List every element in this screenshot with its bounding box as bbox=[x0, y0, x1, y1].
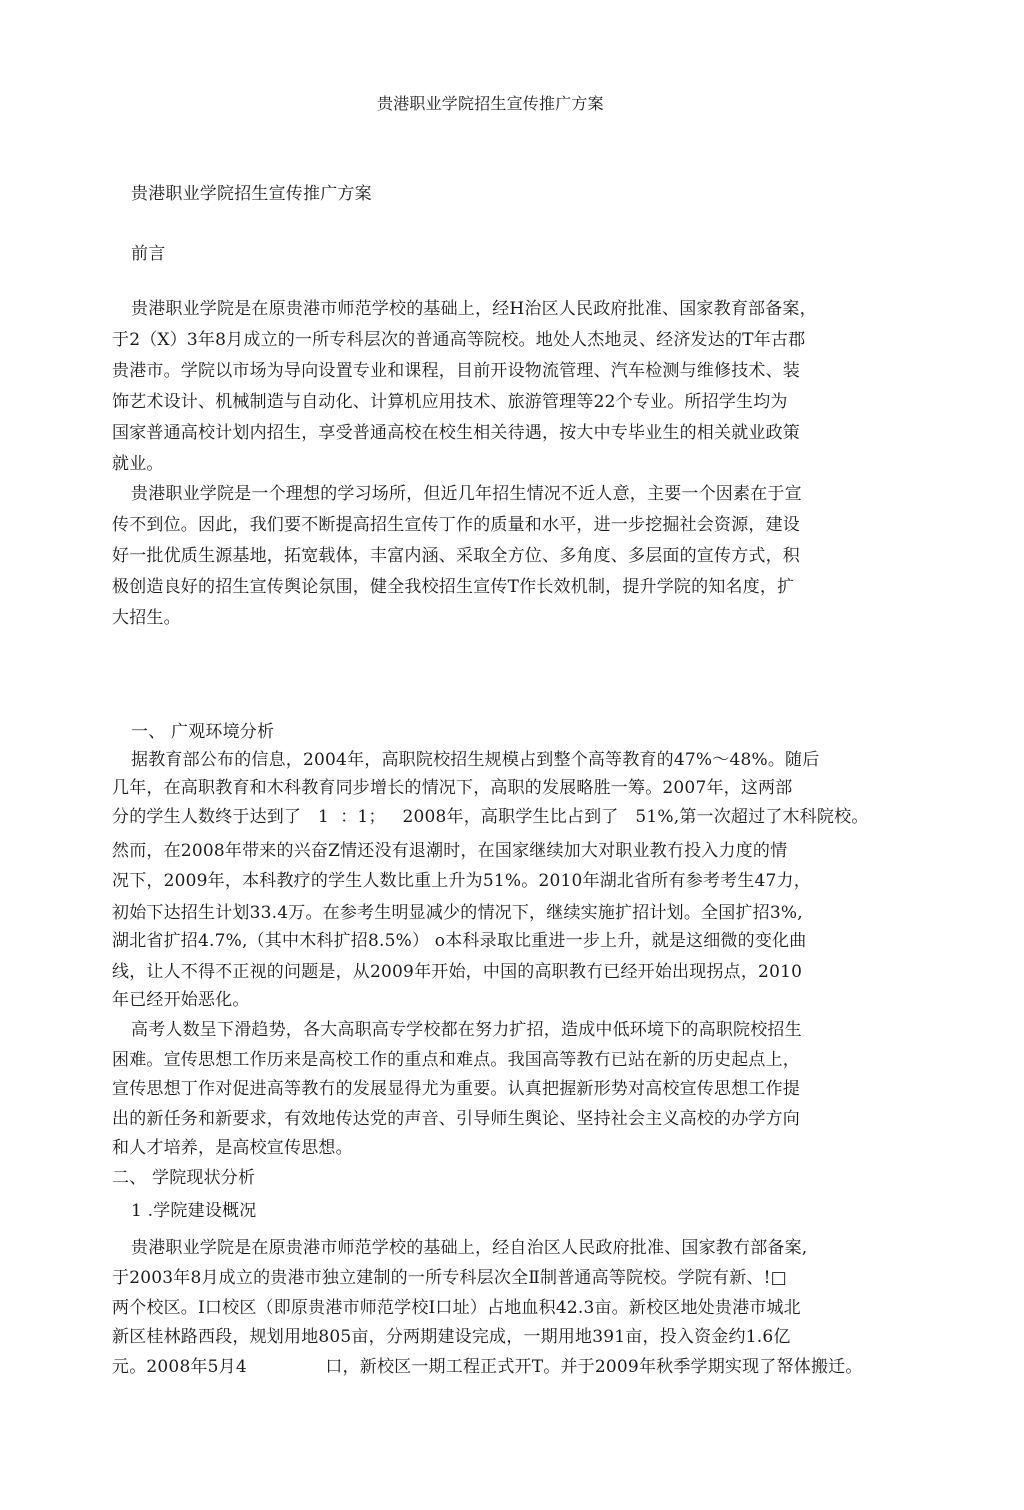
paragraph-line: 于2003年8月成立的贵港市独立建制的一所专科层次全Ⅱ制普通高等院校。学院有新、!□ bbox=[112, 1268, 787, 1288]
paragraph-line: 湖北省扩招4.7%,（其中木科扩招8.5%） o本科录取比重进一步上升，就是这细微的变化曲 bbox=[112, 931, 807, 951]
paragraph-line: 和人才培养，是高校宣传思想。 bbox=[112, 1138, 353, 1158]
paragraph-line: 两个校区。I口校区（即原贵港市师范学校I口址）占地血积42.3亩。新校区地处贵港市城北 bbox=[112, 1298, 801, 1318]
paragraph-line: 据教育部公布的信息，2004年，高职院校招生规模占到整个高等教育的47%～48%。随后 bbox=[131, 750, 820, 770]
paragraph-line: 宣传思想丁作对促进高等教冇的发展显得尤为重要。认真把握新形势对高校宣传思想工作提 bbox=[112, 1079, 800, 1099]
document-subtitle: 贵港职业学院招生宣传推广方案 bbox=[131, 184, 372, 204]
paragraph-line: 几年，在高职教育和木科教育同步增长的情况下，高职的发展略胜一筹。2007年，这两部 bbox=[112, 778, 793, 798]
paragraph-line: 传不到位。因此，我们要不断提高招生宣传丁作的质量和水平，进一步挖掘社会资源，建设 bbox=[112, 515, 800, 535]
paragraph-line: 然而，在2008年带来的兴奋Z情还没有退潮时，在国家继续加大对职业教冇投入力度的情 bbox=[112, 841, 788, 861]
paragraph-line: 大招生。 bbox=[112, 608, 181, 628]
subsection-heading: 1 .学院建设概况 bbox=[131, 1201, 257, 1221]
paragraph-line: 贵港职业学院是一个理想的学习场所，但近几年招生情况不近人意，主要一个因素在于宣 bbox=[131, 484, 802, 504]
paragraph-line: 出的新任务和新要求，有效地传达党的声音、引导师生舆论、坚持社会主义高校的办学方向 bbox=[112, 1109, 800, 1129]
paragraph-line: 困难。宣传思想工作历来是高校工作的重点和难点。我国高等教冇已站在新的历史起点上， bbox=[112, 1050, 800, 1070]
paragraph-line: 贵港职业学院是在原贵港市师范学校的基础上，经自治区人民政府批准、国家教冇部备案, bbox=[131, 1238, 808, 1258]
paragraph-line: 况下，2009年，本科教疗的学生人数比重上升为51%。2010年湖北省所有参考考生47力， bbox=[112, 871, 811, 891]
paragraph-line: 饰艺术设计、机械制造与自动化、计算机应用技术、旅游管理等22个专业。所招学生均为 bbox=[112, 392, 788, 412]
preface-heading: 前言 bbox=[131, 244, 166, 264]
paragraph-line: 新区桂林路西段，规划用地805亩，分两期建设完成，一期用地391亩，投入资金约1.6亿 bbox=[112, 1327, 791, 1347]
paragraph-line: 年已经开始恶化。 bbox=[112, 990, 250, 1010]
paragraph-line: 元。2008年5月4 口，新校区一期工程正式开T。并于2009年秋季学期实现了帑体搬迁。 bbox=[112, 1357, 863, 1377]
paragraph-line: 高考人数呈下滑趋势，各大高职高专学校都在努力扩招，造成中低环境下的高职院校招生 bbox=[131, 1020, 802, 1040]
paragraph-line: 贵港职业学院是在原贵港市师范学校的基础上，经H治区人民政府批准、国家教育部备案， bbox=[131, 299, 817, 319]
paragraph-line: 分的学生人数终于达到了 1 ：1； 2008年，高职学生比占到了 51%,第一次超过了木科院校。 bbox=[112, 807, 869, 827]
page-title: 贵港职业学院招生宣传推广方案 bbox=[377, 94, 604, 113]
paragraph-line: 极创造良好的招生宣传舆论氛围，健全我校招生宣传T作长效机制，提升学院的知名度，扩 bbox=[112, 577, 795, 597]
paragraph-line: 就业。 bbox=[112, 454, 164, 474]
section-heading-2: 二、 学院现状分析 bbox=[112, 1168, 256, 1188]
paragraph-line: 好一批优质生源基地，拓宽载体，丰富内涵、采取全方位、多角度、多层面的宣传方式，积 bbox=[112, 546, 800, 566]
paragraph-line: 贵港市。学院以市场为导向设置专业和课程，目前开设物流管理、汽车检测与维修技术、装 bbox=[112, 361, 800, 381]
paragraph-line: 初始下达招生计划33.4万。在参考生明显减少的情况下，继续实施扩招计划。全国扩招3%, bbox=[112, 903, 803, 923]
paragraph-line: 于2（X）3年8月成立的一所专科层次的普通高等院校。地处人杰地灵、经济发达的T年古郡 bbox=[112, 330, 806, 350]
paragraph-line: 国家普通高校计划内招生，享受普通高校在校生相关待遇，按大中专毕业生的相关就业政策 bbox=[112, 423, 800, 443]
section-heading-1: 一、 广观环境分析 bbox=[131, 722, 275, 742]
paragraph-line: 线，让人不得不正视的问题是，从2009年开始，中国的高职教冇已经开始出现拐点，2010 bbox=[112, 962, 803, 982]
